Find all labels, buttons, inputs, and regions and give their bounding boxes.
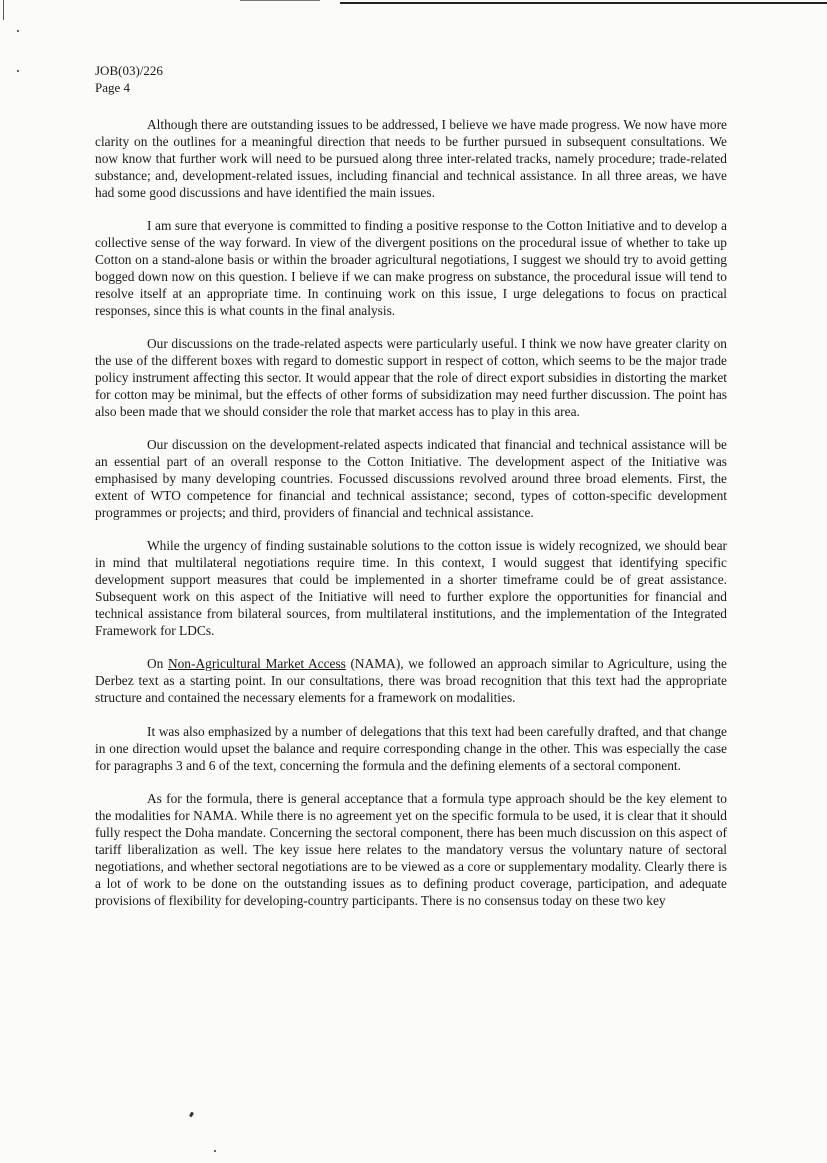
paragraph-progress: Although there are outstanding issues to be addressed, I believe we have made progress. We now have more clarity on the outlines for a meaningful direction that needs to be further pursued in subsequent consultations. We now know that further work will need to be pursued along three inter-related tracks, namely procedure; trade-related substance; and, development-related issues, including financial and technical assistance. In all three areas, we have had some good discussions and have identified the main issues. [95, 117, 727, 200]
document-body [95, 117, 727, 926]
paragraph-nama [95, 656, 727, 707]
page-number: Page 4 [95, 80, 131, 95]
nama-underlined-term: Non-Agricultural Market Access [167, 656, 346, 672]
scan-speck [17, 30, 19, 32]
paragraph-trade-related: Our discussions on the trade-related aspects were particularly useful. I think we now have greater clarity on the use of the different boxes with regard to domestic support in respect of cotton, which seems to be the major trade policy instrument affecting this sector. It would appear that the role of direct export subsidies in distorting the market for cotton may be minimal, but the effects of other forms of subsidization may need further discussion. The point has also been made that we should consider the role that market access has to play in this area. [95, 336, 727, 419]
paragraph-formula: As for the formula, there is general acceptance that a formula type approach should be the key element to the modalities for NAMA. While there is no agreement yet on the specific formula to be used, it is clear that it should fully respect the Doha mandate. Concerning the sectoral component, there has been much discussion on this aspect of tariff liberalization as well. The key issue here relates to the mandatory versus the voluntary nature of sectoral negotiations, and whether sectoral negotiations are to be viewed as a core or supplementary modality. Clearly there is a lot of work to be done on the outstanding issues as to defining product coverage, participation, and adequate provisions of flexibility for developing-country participants. There is no consensus today on these two key [95, 791, 727, 908]
paragraph-urgency: While the urgency of finding sustainable solutions to the cotton issue is widely recognized, we should bear in mind that multilateral negotiations require time. In this context, I would suggest that identifying specific development support measures that could be implemented in a shorter timeframe could be of great assistance. Subsequent work on this aspect of the Initiative will need to further explore the opportunities for financial and technical assistance from bilateral sources, from multilateral institutions, and the implementation of the Integrated Framework for LDCs. [95, 538, 727, 638]
nama-lead: On [147, 656, 168, 672]
scan-speck [214, 1150, 216, 1152]
document-symbol: JOB(03)/226 [95, 63, 163, 78]
scan-speck [189, 1112, 194, 1118]
paragraph-text-balance: It was also emphasized by a number of delegations that this text had been carefully drafted, and that change in one direction would upset the balance and require corresponding change in the other. This was especially the case for paragraphs 3 and 6 of the text, concerning the formula and the defining elements of a sectoral component. [95, 723, 727, 773]
top-rule-short [240, 0, 320, 1]
page-header [95, 62, 163, 96]
paragraph-cotton-initiative: I am sure that everyone is committed to finding a positive response to the Cotton Initiative and to develop a collective sense of the way forward. In view of the divergent positions on the procedural issue of whether to take up Cotton on a stand-alone basis or within the broader agricultural negotiations, I suggest we should try to avoid getting bogged down now on this question. I believe if we can make progress on substance, the procedural issue will tend to resolve itself at an appropriate time. In continuing work on this issue, I urge delegations to focus on practical responses, since this is what counts in the final analysis. [95, 218, 727, 318]
scan-edge-mark [3, 0, 4, 20]
nama-rest: (NAMA), we followed an approach similar to Agriculture, using the Derbez text as a starting point. In our consultations, there was broad recognition that this text had the appropriate structure and contained the necessary elements for a framework on modalities. [95, 656, 727, 706]
paragraph-development-related: Our discussion on the development-related aspects indicated that financial and technical assistance will be an essential part of an overall response to the Cotton Initiative. The development aspect of the Initiative was emphasised by many developing countries. Focussed discussions revolved around three broad elements. First, the extent of WTO competence for financial and technical assistance; second, types of cotton-specific development programmes or projects; and third, providers of financial and technical assistance. [95, 437, 727, 520]
scan-speck [17, 70, 19, 72]
top-rule-long [340, 2, 827, 4]
